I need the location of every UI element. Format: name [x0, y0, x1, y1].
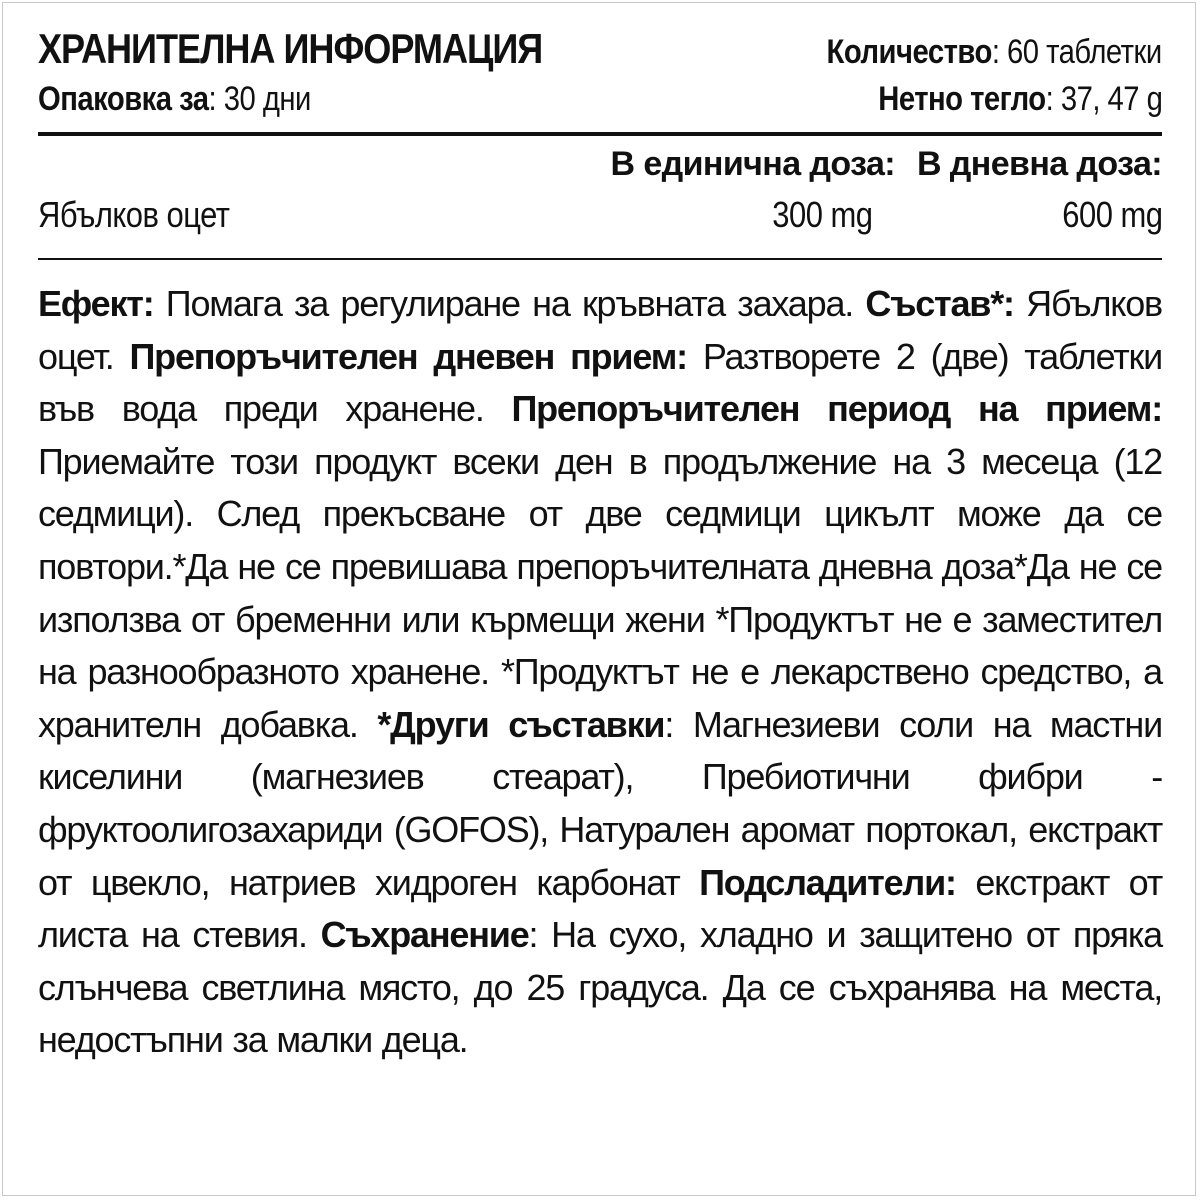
other-ingredients-text: : Магнезиеви соли на мастни киселини (магнезиев стеарат), Пребиотични фибри - фруктоолигозахариди (GOFOS), Натурален аромат портокал, екстракт от цвекло, натриев хидроген карбонат — [38, 703, 1162, 903]
quantity-info — [827, 29, 1162, 75]
storage-label: Съхранение — [320, 914, 529, 956]
net-weight-info — [878, 76, 1162, 122]
col-daily-dose: В дневна доза: — [916, 145, 1162, 183]
package-info — [38, 76, 311, 122]
dose-table-header — [38, 142, 1162, 186]
header-row-1 — [38, 22, 1162, 76]
composition-label: Състав*: — [865, 283, 1014, 324]
nutrition-label — [38, 22, 1162, 1067]
daily-intake-text: Разтворете 2 (две) таблетки във вода преди хранене. — [38, 335, 1162, 430]
dose-table-row — [38, 186, 1162, 246]
table-divider — [38, 258, 1162, 260]
ingredient-name: Ябълков оцет — [38, 194, 230, 235]
col-single-dose: В единична доза: — [610, 145, 895, 183]
other-ingredients-label: *Други съставки — [377, 703, 665, 745]
net-weight-label: Нетно тегло — [877, 80, 1046, 118]
effect-label: Ефект: — [38, 283, 154, 324]
header-row-2 — [38, 76, 1162, 122]
composition-text: Ябълков оцет. — [38, 283, 1162, 377]
net-weight-value: : 37, 47 g — [1045, 80, 1162, 118]
quantity-label: Количество — [826, 33, 993, 71]
package-label: Опаковка за — [38, 80, 209, 118]
intake-period-text: Приемайте този продукт всеки ден в продължение на 3 месеца (12 седмици). След прекъсване от две седмици цикълт може да се повтори.*Да не се превишава препоръчителната дневна доза*Да не се използва от бременни или кърмещи жени *Продуктът не е заместител на разнообразното хранене. *Продуктът не е лекарствено средство, а хранителн добавка. — [38, 440, 1162, 745]
intake-period-label: Препоръчителен период на прием: — [511, 388, 1163, 430]
single-dose-value: 300 mg — [771, 194, 872, 235]
daily-dose-value: 600 mg — [1061, 194, 1162, 235]
sweeteners-label: Подсладители: — [699, 861, 956, 903]
label-title: ХРАНИТЕЛНА ИНФОРМАЦИЯ — [38, 25, 543, 72]
description-text — [38, 278, 1162, 1067]
daily-intake-label: Препоръчителен дневен прием: — [129, 335, 687, 377]
effect-text: Помага за регулиране на кръвната захара. — [153, 283, 866, 324]
storage-text: : На сухо, хладно и защитено от пряка слънчева светлина място, до 25 градуса. Да се съхранява на места, недостъпни за малки деца. — [38, 914, 1162, 1061]
package-value: : 30 дни — [208, 80, 311, 118]
header-divider — [38, 132, 1162, 136]
sweeteners-text: екстракт от листа на стевия. — [38, 861, 1162, 956]
quantity-value: : 60 таблетки — [992, 33, 1162, 71]
